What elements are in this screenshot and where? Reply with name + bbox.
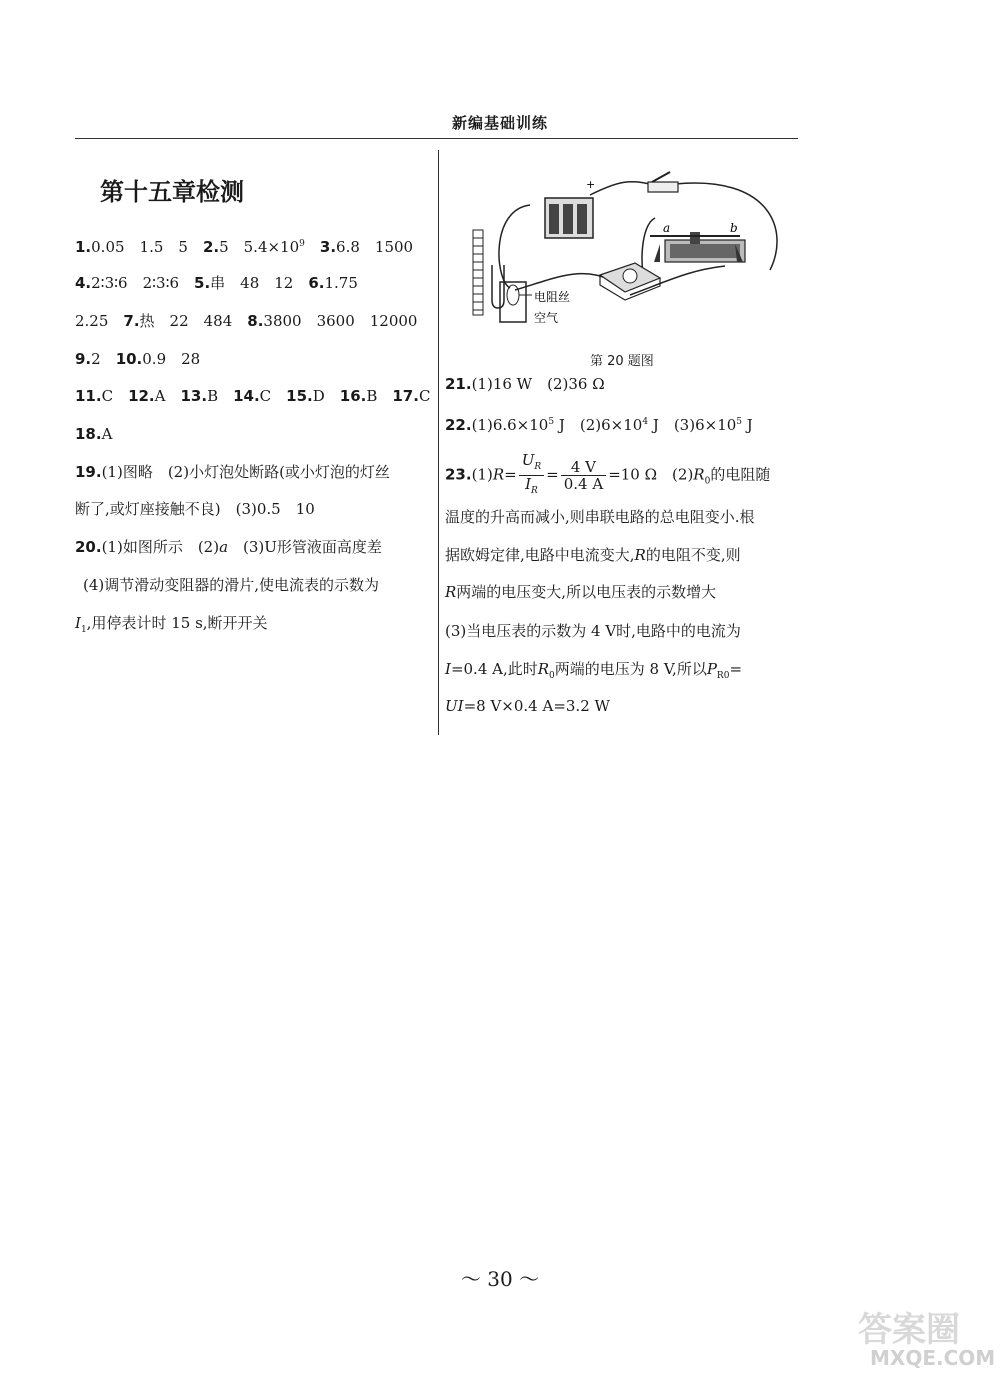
- header-rule: [75, 138, 798, 139]
- circuit-figure: [470, 170, 800, 355]
- label-air: 空气: [534, 311, 559, 325]
- answer-line-23e: (3)当电压表的示数为 4 V时,电路中的电流为: [445, 622, 741, 640]
- watermark-url: MXQE.COM: [870, 1346, 996, 1370]
- label-b: b: [730, 221, 738, 235]
- answer-line-9: 20.(1)如图所示 (2)a (3)U形管液面高度差: [75, 538, 382, 556]
- column-divider: [438, 150, 439, 735]
- answer-line-5: 11.C 12.A 13.B 14.C 15.D 16.B 17.C: [75, 387, 431, 405]
- answer-line-3: 2.25 7.热 22 484 8.3800 3600 12000: [75, 312, 418, 330]
- label-a: a: [663, 221, 671, 235]
- answer-line-6: 18.A: [75, 425, 113, 443]
- label-wire: 电阻丝: [534, 290, 571, 304]
- watermark-text: 答案圈: [858, 1310, 960, 1350]
- answer-line-1: 1.0.05 1.5 5 2.5 $5.4\times 10^9$ 3.6.8 1500: [75, 238, 414, 256]
- answer-line-23f: I=0.4 A,此时$R_0$两端的电压为 8 V,所以$P_{R0}=$: [445, 660, 743, 681]
- answer-line-23: 23.(1)R= $\frac{U_R}{I_R}$ = $\frac{4 V}{0.4 A}$ =10 Ω $(2)R_0$的电阻随: [445, 452, 770, 499]
- running-header: 新编基础训练: [451, 114, 548, 132]
- answer-line-7: 19.(1)图略 (2)小灯泡处断路(或小灯泡的灯丝: [75, 463, 390, 481]
- watermark: [858, 1302, 996, 1377]
- fraction-4v-04a: $\frac{4 V}{0.4 A}$: [561, 459, 606, 492]
- answer-line-22: $22.(1)6.6\times 10^5$ J $(2)6\times 10^4$ J $(3)6\times 10^5$ J: [445, 416, 753, 434]
- answer-line-10: (4)调节滑动变阻器的滑片,使电流表的示数为: [83, 576, 380, 594]
- answer-line-11: $I_1$,用停表计时 15 s,断开开关: [75, 614, 268, 635]
- page-number: ～ 30 ～: [460, 1267, 540, 1291]
- chapter-title: 第十五章检测: [100, 178, 244, 206]
- answer-line-4: 9.2 10.0.9 28: [75, 350, 201, 368]
- fraction-ur-ir: $\frac{U_R}{I_R}$: [519, 452, 544, 499]
- answer-line-23c: 据欧姆定律,电路中电流变大,R的电阻不变,则: [445, 546, 741, 564]
- answer-line-23b: 温度的升高而减小,则串联电路的总电阻变小.根: [445, 508, 755, 526]
- answer-line-8: 断了,或灯座接触不良) (3)0.5 10: [75, 500, 315, 518]
- answer-line-23d: R两端的电压变大,所以电压表的示数增大: [445, 583, 717, 601]
- plus-label: +: [586, 178, 596, 191]
- answer-line-23g: UI=8 V×0.4 A=3.2 W: [445, 697, 610, 715]
- answer-line-21: 21.(1)16 W (2)36 Ω: [445, 375, 605, 393]
- figure-caption: 第 20 题图: [590, 354, 654, 369]
- answer-line-2: 4.2∶3∶6 2∶3∶6 5.串 48 12 6.1.75: [75, 274, 358, 292]
